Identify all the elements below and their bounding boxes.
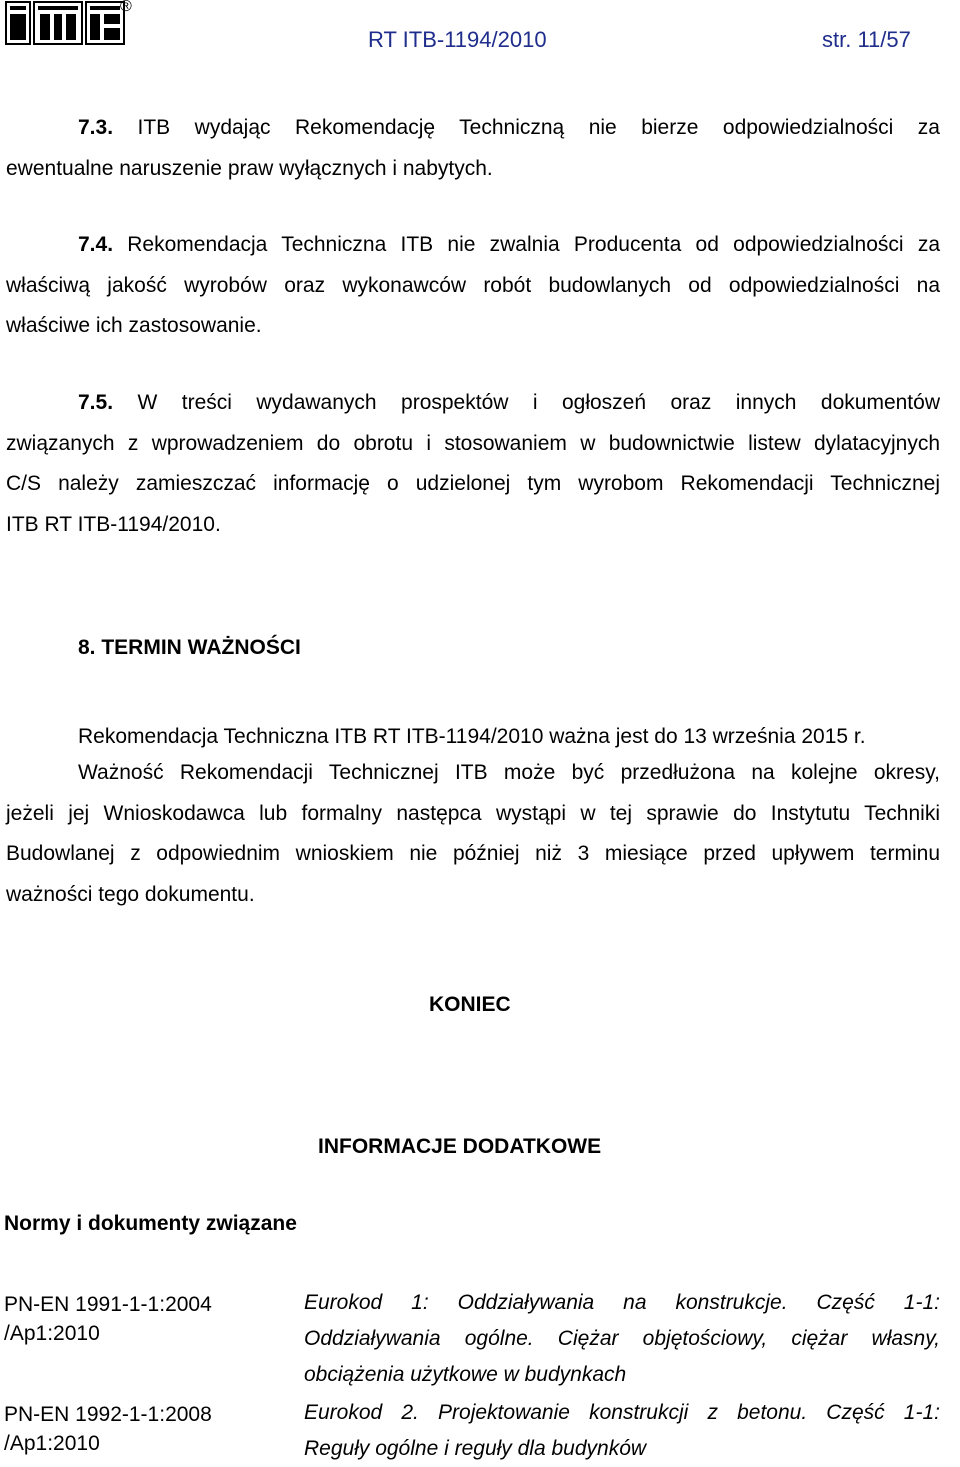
norms-heading: Normy i dokumenty związane <box>4 1212 297 1235</box>
registered-mark: ® <box>120 0 132 15</box>
section-7-4-line: właściwą jakość wyrobów oraz wykonawców robót budowlanych od odpowiedzialności na <box>6 273 940 297</box>
itb-logo <box>4 0 132 46</box>
section-7-3-line: ewentualne naruszenie praw wyłącznych i nabytych. <box>6 156 493 180</box>
section-8-line: jeżeli jej Wnioskodawca lub formalny następca wystąpi w tej sprawie do Instytutu Techniki <box>6 801 940 825</box>
section-number: 7.3. <box>78 116 114 139</box>
page-number: str. 11/57 <box>822 27 911 52</box>
section-8-line: ważności tego dokumentu. <box>6 882 255 906</box>
section-8-heading: 8. TERMIN WAŻNOŚCI <box>78 636 301 659</box>
section-7-3-line: 7.3. ITB wydając Rekomendację Techniczną nie bierze odpowiedzialności za <box>78 116 940 139</box>
norm-description: Eurokod 2. Projektowanie konstrukcji z betonu. Część 1-1: Reguły ogólne i reguły dla budynków <box>304 1401 940 1460</box>
norm-code: PN-EN 1992-1-1:2008 /Ap1:2010 <box>4 1403 212 1455</box>
section-number: 7.5. <box>78 391 114 414</box>
document-id: RT ITB-1194/2010 <box>368 27 547 52</box>
section-7-4-line: 7.4. Rekomendacja Techniczna ITB nie zwalnia Producenta od odpowiedzialności za <box>78 233 940 256</box>
section-7-4 <box>6 225 940 347</box>
additional-info-heading: INFORMACJE DODATKOWE <box>318 1135 602 1158</box>
section-8-body <box>6 753 940 915</box>
section-7-4-line: właściwe ich zastosowanie. <box>6 314 262 337</box>
section-8-line: Ważność Rekomendacji Technicznej ITB może być przedłużona na kolejne okresy, <box>78 761 940 784</box>
validity-date: Rekomendacja Techniczna ITB RT ITB-1194/2010 ważna jest do 13 września 2015 r. <box>78 725 866 748</box>
end-label: KONIEC <box>429 993 511 1016</box>
norm-code: PN-EN 1991-1-1:2004 /Ap1:2010 <box>4 1293 212 1345</box>
section-8-line: Budowlanej z odpowiednim wnioskiem nie później niż 3 miesiące przed upływem terminu <box>6 842 940 865</box>
norm-description: Eurokod 1: Oddziaływania na konstrukcje. Część 1-1: Oddziaływania ogólne. Ciężar objętościowy, ciężar własny, obciążenia użytkowe w budynkach <box>304 1291 940 1386</box>
section-7-5-line: ITB RT ITB-1194/2010. <box>6 512 221 536</box>
section-7-5 <box>6 383 940 545</box>
section-7-5-line: C/S należy zamieszczać informację o udzielonej tym wyrobom Rekomendacji Technicznej <box>6 472 940 495</box>
section-7-3 <box>6 108 940 189</box>
section-number: 7.4. <box>78 233 114 256</box>
section-7-5-line: związanych z wprowadzeniem do obrotu i stosowaniem w budownictwie listew dylatacyjnych <box>6 431 940 455</box>
section-7-5-line: 7.5. W treści wydawanych prospektów i ogłoszeń oraz innych dokumentów <box>78 391 940 414</box>
